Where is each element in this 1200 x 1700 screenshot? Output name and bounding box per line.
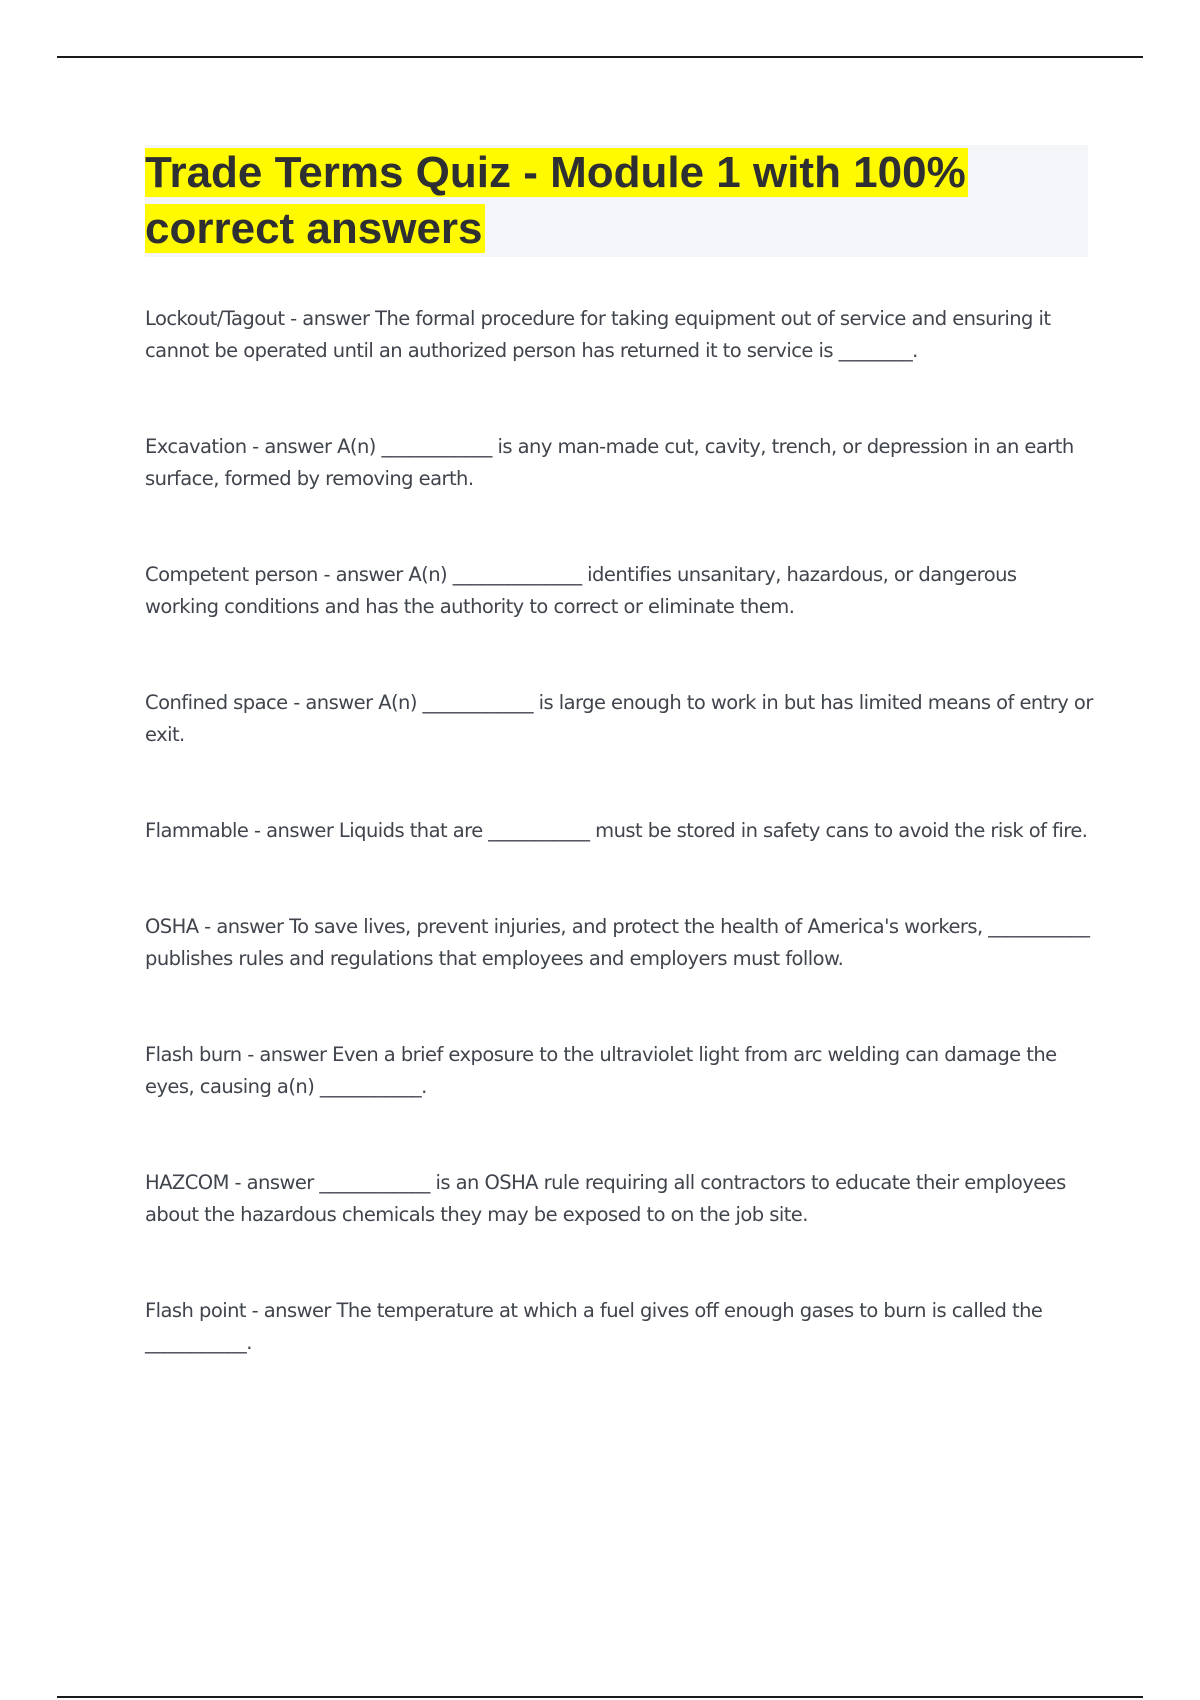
qa-item-excavation: Excavation - answer A(n) ____________ is any man-made cut, cavity, trench, or depression in an earth surface, formed by removing earth. — [145, 435, 1074, 490]
bottom-rule — [57, 1696, 1143, 1698]
qa-item-competent-person: Competent person - answer A(n) ______________ identifies unsanitary, hazardous, or dangerous working conditions and has the authority to correct or eliminate them. — [145, 563, 1017, 618]
qa-item-lockout-tagout: Lockout/Tagout - answer The formal procedure for taking equipment out of service and ensuring it cannot be operated until an authorized person has returned it to service is ________. — [145, 307, 1051, 362]
qa-item-flash-burn: Flash burn - answer Even a brief exposure to the ultraviolet light from arc welding can damage the eyes, causing a(n) ___________. — [145, 1043, 1057, 1098]
top-rule — [57, 56, 1143, 58]
page-title-text: Trade Terms Quiz - Module 1 with 100% correct answers — [145, 148, 966, 253]
qa-list — [145, 303, 1095, 1423]
qa-item-flash-point: Flash point - answer The temperature at which a fuel gives off enough gases to burn is called the ___________. — [145, 1299, 1043, 1354]
qa-item-osha: OSHA - answer To save lives, prevent injuries, and protect the health of America's workers, ___________ publishes rules and regulations that employees and employers must follow. — [145, 915, 1090, 970]
title-block — [145, 145, 1088, 257]
page-title — [145, 145, 1088, 257]
qa-item-hazcom: HAZCOM - answer ____________ is an OSHA rule requiring all contractors to educate their employees about the hazardous chemicals they may be exposed to on the job site. — [145, 1171, 1066, 1226]
qa-item-flammable: Flammable - answer Liquids that are ___________ must be stored in safety cans to avoid the risk of fire. — [145, 819, 1088, 842]
qa-item-confined-space: Confined space - answer A(n) ____________ is large enough to work in but has limited means of entry or exit. — [145, 691, 1093, 746]
